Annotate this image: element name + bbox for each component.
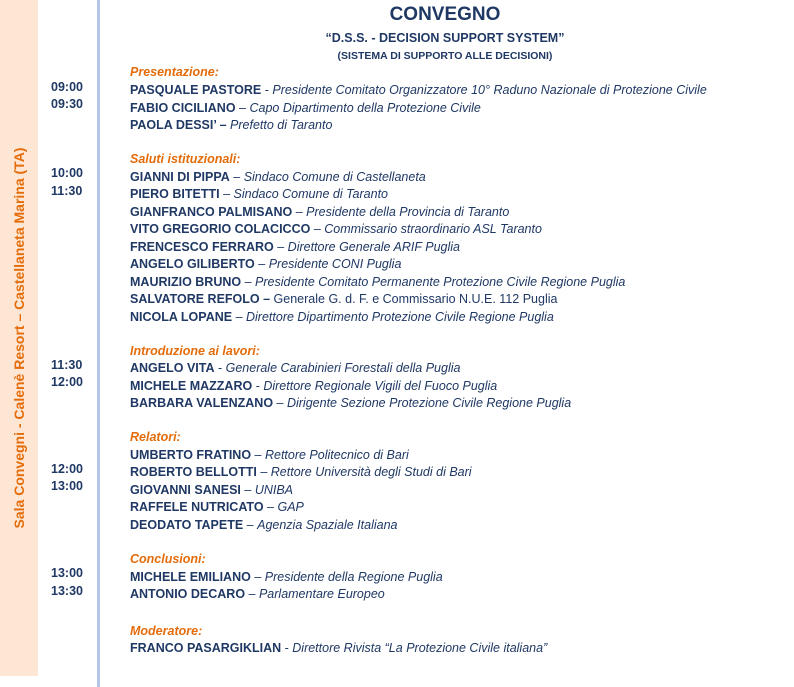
page-subtitle-translation: (SISTEMA DI SUPPORTO ALLE DECISIONI) [337, 50, 553, 62]
speaker-name: ANGELO GILIBERTO [130, 257, 255, 271]
speaker-row [130, 257, 401, 271]
speaker-role: Direttore Rivista “La Protezione Civile italiana” [292, 641, 548, 655]
separator: – [256, 465, 271, 479]
separator: – [251, 448, 265, 462]
separator: – [240, 483, 255, 497]
speaker-row [130, 118, 332, 132]
page-title: CONVEGNO [389, 4, 501, 25]
speaker-name: DEODATO TAPETE [130, 518, 244, 532]
speaker-row [130, 641, 547, 655]
separator: – [243, 518, 258, 532]
speaker-row [130, 570, 443, 584]
speaker-role: Presidente della Regione Puglia [264, 570, 443, 584]
section-heading: Introduzione ai lavori: [130, 344, 260, 358]
speaker-role: Parlamentare Europeo [258, 587, 385, 601]
sidebar-panel [0, 0, 38, 676]
speaker-role: Generale G. d. F. e Commissario N.U.E. 112 Puglia [273, 292, 558, 306]
speaker-row [130, 275, 625, 289]
speaker-role: UNIBA [254, 483, 294, 497]
time-end: 12:00 [51, 375, 83, 389]
separator: – [241, 275, 256, 289]
speaker-name: VITO GREGORIO COLACICCO [130, 222, 311, 236]
speaker-name: PASQUALE PASTORE [130, 83, 262, 97]
speaker-name: SALVATORE REFOLO – [130, 292, 271, 306]
separator: – [235, 101, 250, 115]
speaker-name: GIOVANNI SANESI [130, 483, 241, 497]
time-start: 10:00 [51, 166, 83, 180]
speaker-row [130, 222, 542, 236]
speaker-role: Rettore Politecnico di Bari [264, 448, 409, 462]
speaker-role: GAP [277, 500, 304, 514]
speaker-role: Rettore Università degli Studi di Bari [270, 465, 472, 479]
section-heading: Conclusioni: [130, 552, 206, 566]
speaker-row [130, 500, 304, 514]
speaker-row [130, 310, 554, 324]
speaker-row [130, 379, 497, 393]
speaker-role: Presidente Comitato Permanente Protezione Civile Regione Puglia [255, 275, 626, 289]
speaker-row [130, 83, 707, 97]
time-end: 13:30 [51, 584, 83, 598]
speaker-name: MICHELE MAZZARO [130, 379, 253, 393]
time-start: 09:00 [51, 80, 83, 94]
venue-label: Sala Convegni - Calenè Resort – Castellaneta Marina (TA) [11, 147, 27, 529]
speaker-name: FRENCESCO FERRARO [130, 240, 274, 254]
speaker-row [130, 292, 557, 306]
separator: – [232, 310, 246, 324]
separator: - [281, 641, 293, 655]
time-end: 09:30 [51, 97, 83, 111]
speaker-row [130, 361, 460, 375]
speaker-name: ANTONIO DECARO [130, 587, 246, 601]
speaker-role: Sindaco Comune di Taranto [233, 187, 388, 201]
speaker-role: Generale Carabinieri Forestali della Puglia [225, 361, 461, 375]
section-heading: Relatori: [130, 430, 181, 444]
speaker-name: FABIO CICILIANO [130, 101, 236, 115]
speaker-role: Dirigente Sezione Protezione Civile Regione Puglia [286, 396, 572, 410]
speaker-role: Capo Dipartimento della Protezione Civile [249, 101, 481, 115]
speaker-role: Prefetto di Taranto [230, 118, 333, 132]
speaker-role: Direttore Generale ARIF Puglia [287, 240, 460, 254]
speaker-role: Presidente della Provincia di Taranto [306, 205, 510, 219]
speaker-name: ROBERTO BELLOTTI [130, 465, 257, 479]
speaker-name: PIERO BITETTI [130, 187, 220, 201]
speaker-name: ANGELO VITA [130, 361, 215, 375]
speaker-role: Direttore Regionale Vigili del Fuoco Puglia [263, 379, 498, 393]
section-heading: Presentazione: [130, 65, 219, 79]
speaker-name: MICHELE EMILIANO [130, 570, 251, 584]
speaker-row [130, 205, 509, 219]
separator: – [292, 205, 307, 219]
speaker-name: GIANFRANCO PALMISANO [130, 205, 293, 219]
separator: – [229, 170, 244, 184]
page-subtitle: “D.S.S. - DECISION SUPPORT SYSTEM” [325, 31, 565, 45]
divider-line [97, 0, 100, 687]
speaker-row [130, 396, 571, 410]
speaker-name: NICOLA LOPANE [130, 310, 233, 324]
speaker-role: Sindaco Comune di Castellaneta [243, 170, 426, 184]
speaker-row [130, 448, 409, 462]
time-start: 11:30 [51, 358, 83, 372]
separator: – [310, 222, 325, 236]
speaker-name: GIANNI DI PIPPA [130, 170, 230, 184]
time-end: 11:30 [51, 184, 83, 198]
separator: – [263, 500, 278, 514]
speaker-name: RAFFELE NUTRICATO [130, 500, 264, 514]
separator: – [273, 396, 287, 410]
separator: – [219, 187, 234, 201]
separator: - [214, 361, 226, 375]
speaker-row [130, 483, 293, 497]
speaker-role: Direttore Dipartimento Protezione Civile Regione Puglia [246, 310, 554, 324]
separator: – [254, 257, 269, 271]
section-heading: Saluti istituzionali: [130, 152, 241, 166]
speaker-role: Agenzia Spaziale Italiana [257, 518, 398, 532]
speaker-role: Commissario straordinario ASL Taranto [324, 222, 542, 236]
section-heading: Moderatore: [130, 624, 203, 638]
speaker-row [130, 170, 426, 184]
separator: – [250, 570, 265, 584]
speaker-role: Presidente Comitato Organizzatore 10° Raduno Nazionale di Protezione Civile [272, 83, 707, 97]
speaker-name: FRANCO PASARGIKLIAN [130, 641, 282, 655]
time-end: 13:00 [51, 479, 83, 493]
speaker-name: UMBERTO FRATINO [130, 448, 252, 462]
speaker-row [130, 587, 385, 601]
time-start: 12:00 [51, 462, 83, 476]
speaker-name: MAURIZIO BRUNO [130, 275, 242, 289]
speaker-row [130, 518, 397, 532]
speaker-row [130, 240, 460, 254]
time-start: 13:00 [51, 566, 83, 580]
separator: - [252, 379, 264, 393]
speaker-name: BARBARA VALENZANO [130, 396, 274, 410]
separator: – [273, 240, 288, 254]
separator: – [245, 587, 259, 601]
separator: - [261, 83, 273, 97]
speaker-row [130, 187, 388, 201]
speaker-row [130, 465, 472, 479]
speaker-role: Presidente CONI Puglia [268, 257, 402, 271]
speaker-row [130, 101, 481, 115]
speaker-name: PAOLA DESSI’ – [130, 118, 227, 132]
